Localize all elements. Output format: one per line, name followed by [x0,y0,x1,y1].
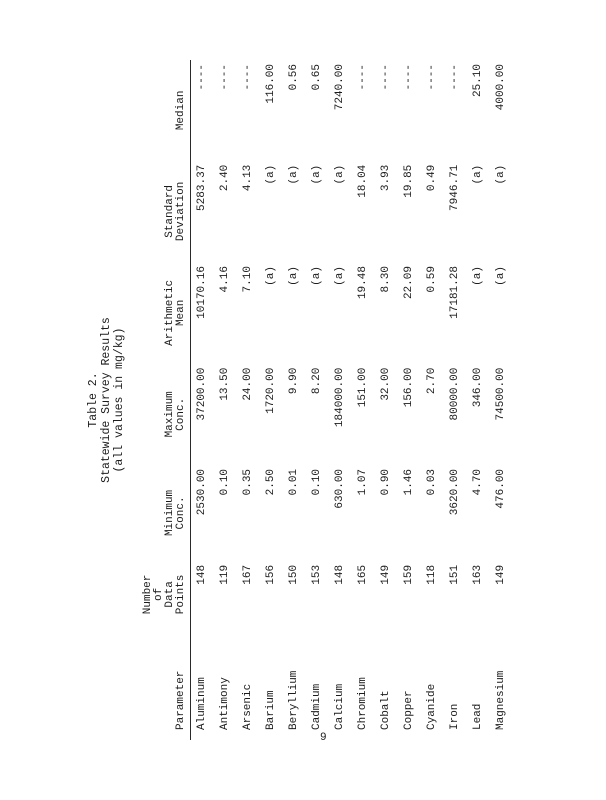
cell-median: 116.00 [265,64,277,104]
cell-max: 1720.00 [265,367,277,414]
cell-max: 184000.00 [334,367,346,428]
cell-sd: 2.40 [219,164,231,192]
cell-max: 74500.00 [495,367,507,421]
cell-n: 159 [403,564,415,585]
cell-mean: 0.59 [426,266,438,293]
cell-parameter: Calcium [334,683,346,730]
cell-sd: (a) [495,164,507,185]
cell-mean: (a) [472,266,484,286]
cell-max: 24.00 [242,367,254,401]
table-row [191,60,215,740]
cell-n: 167 [242,564,254,585]
cell-sd: 19.85 [403,164,415,198]
cell-min: 476.00 [495,468,507,509]
cell-min: 0.90 [380,468,392,496]
col-header-data-points: Number of Data Points [143,561,191,628]
cell-mean: (a) [311,266,323,286]
cell-parameter: Cadmium [311,683,323,730]
cell-n: 150 [288,564,300,585]
table-row [283,60,306,740]
cell-parameter: Arsenic [242,683,254,730]
table-header-row [143,60,191,740]
cell-sd: 5283.37 [196,164,208,211]
table-row [306,60,329,740]
cell-median: 4000.00 [495,64,507,111]
cell-sd: 4.13 [242,164,254,192]
cell-sd: 7946.71 [449,164,461,211]
cell-median: ---- [426,64,438,91]
cell-sd: (a) [472,164,484,185]
cell-median: 0.65 [311,64,323,91]
cell-min: 3620.00 [449,468,461,516]
cell-parameter: Chromium [357,677,369,730]
cell-n: 148 [334,564,346,585]
cell-mean: 8.30 [380,266,392,293]
cell-mean: (a) [495,266,507,286]
cell-median: ---- [196,64,208,91]
cell-parameter: Beryllium [288,670,300,730]
cell-median: ---- [357,64,369,91]
cell-sd: (a) [265,164,277,185]
table-row [421,60,444,740]
table-row [214,60,237,740]
cell-max: 80000.00 [449,367,461,421]
table-row [352,60,375,740]
cell-mean: 7.10 [242,266,254,293]
cell-min: 2530.00 [196,468,208,516]
cell-mean: 17181.28 [449,266,461,319]
col-header-mean: Arithmetic Mean [143,262,191,364]
cell-min: 2.50 [265,468,277,496]
cell-min: 0.10 [311,468,323,496]
cell-median: 0.56 [288,64,300,91]
cell-max: 32.00 [380,367,392,401]
cell-parameter: Aluminum [196,677,208,730]
cell-sd: (a) [311,164,323,185]
table-row [444,60,467,740]
cell-n: 119 [219,564,231,585]
cell-n: 148 [196,564,208,585]
cell-median: ---- [242,64,254,91]
cell-parameter: Iron [449,703,461,730]
cell-parameter: Lead [472,703,484,730]
cell-min: 4.70 [472,468,484,496]
cell-max: 156.00 [403,367,415,408]
cell-max: 346.00 [472,367,484,408]
cell-parameter: Barium [265,690,277,730]
cell-n: 118 [426,564,438,585]
cell-n: 156 [265,564,277,585]
cell-median: ---- [380,64,392,91]
cell-mean: 22.09 [403,266,415,300]
col-header-minimum: Minimum Conc. [143,465,191,561]
rotated-table-block [83,60,523,740]
cell-mean: (a) [265,266,277,286]
cell-n: 149 [495,564,507,585]
cell-parameter: Copper [403,690,415,730]
cell-n: 149 [380,564,392,585]
cell-n: 151 [449,564,461,585]
cell-max: 37200.00 [196,367,208,421]
cell-median: ---- [449,64,461,91]
cell-min: 0.03 [426,468,438,496]
cell-median: 25.10 [472,64,484,98]
cell-max: 151.00 [357,367,369,408]
table-row [260,60,283,740]
table-row [398,60,421,740]
survey-results-table [143,60,513,740]
cell-n: 153 [311,564,323,585]
cell-min: 0.10 [219,468,231,496]
cell-mean: 4.16 [219,266,231,293]
cell-min: 0.01 [288,468,300,496]
table-caption [87,60,126,740]
table-row [467,60,490,740]
cell-mean: 19.48 [357,266,369,300]
cell-median: 7240.00 [334,64,346,111]
table-row [237,60,260,740]
cell-n: 165 [357,564,369,585]
col-header-median: Median [143,60,191,161]
cell-sd: (a) [334,164,346,185]
cell-min: 0.35 [242,468,254,496]
cell-min: 1.46 [403,468,415,496]
table-subtitle: Statewide Survey Results [100,317,113,483]
cell-n: 163 [472,564,484,585]
col-header-maximum: Maximum Conc. [143,364,191,465]
col-header-parameter: Parameter [143,628,191,740]
cell-median: ---- [403,64,415,91]
cell-parameter: Magnesium [495,670,507,730]
cell-min: 1.07 [357,468,369,496]
table-row [490,60,513,740]
cell-parameter: Cyanide [426,683,438,730]
cell-parameter: Antimony [219,677,231,730]
cell-sd: 0.49 [426,164,438,192]
cell-sd: 18.04 [357,164,369,198]
col-header-std-dev: Standard Deviation [143,161,191,262]
cell-max: 8.20 [311,367,323,395]
table-units: (all values in mg/kg) [113,327,126,473]
cell-mean: (a) [334,266,346,286]
cell-sd: (a) [288,164,300,185]
table-row [375,60,398,740]
cell-max: 9.90 [288,367,300,395]
table-body [191,60,514,740]
cell-parameter: Cobalt [380,690,392,730]
cell-max: 13.50 [219,367,231,401]
table-title: Table 2. [87,372,100,428]
cell-sd: 3.93 [380,164,392,192]
cell-min: 630.00 [334,468,346,509]
cell-median: ---- [219,64,231,91]
table-row [329,60,352,740]
page-number: 9 [320,732,327,744]
cell-max: 2.70 [426,367,438,395]
cell-mean: (a) [288,266,300,286]
cell-mean: 10170.16 [196,266,208,319]
